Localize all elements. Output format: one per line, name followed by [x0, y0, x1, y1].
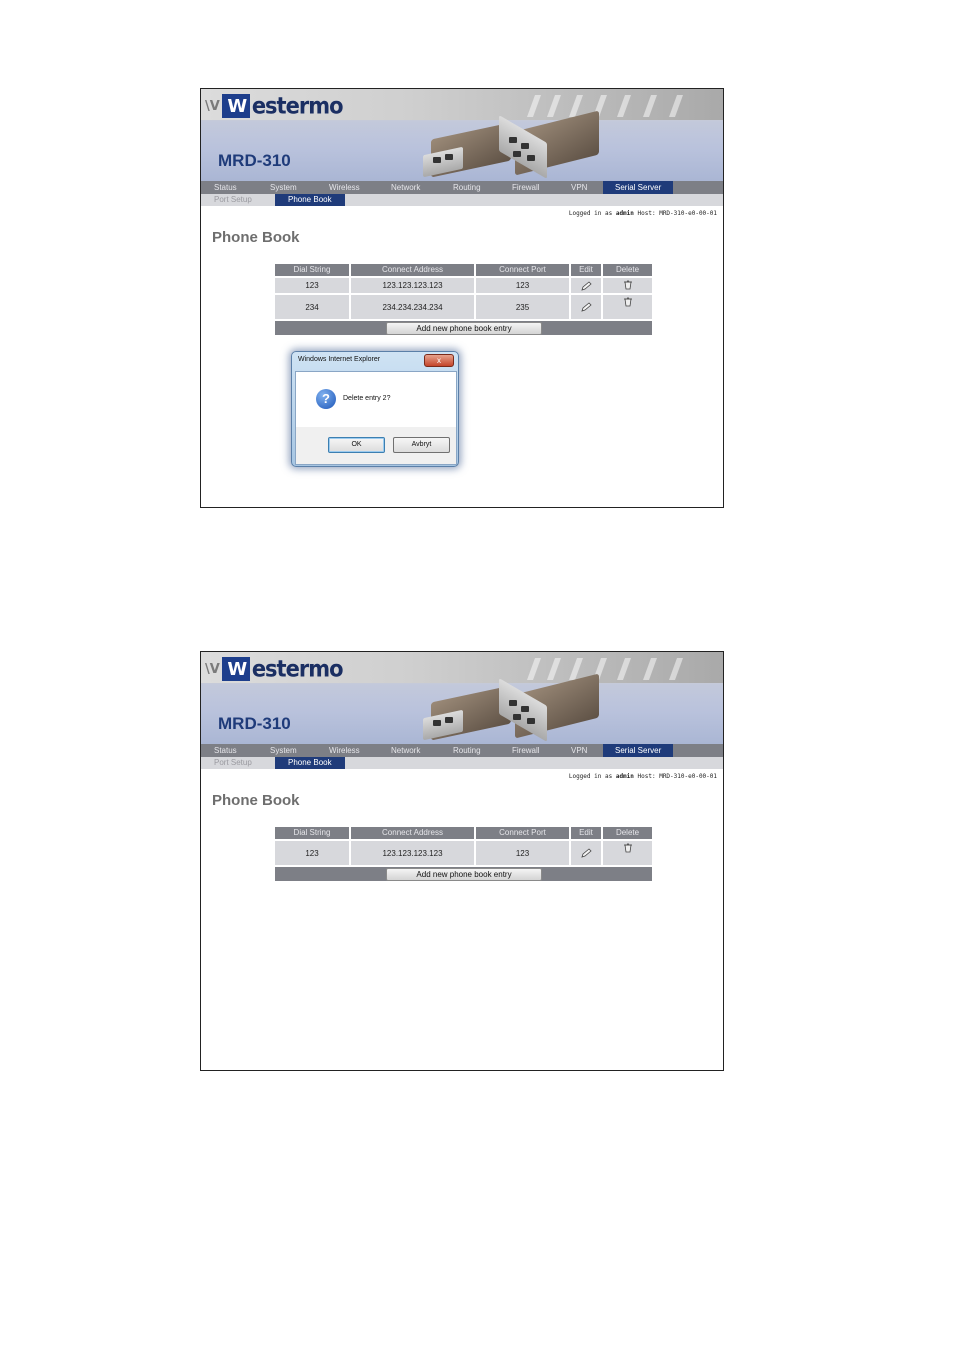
login-status: Logged in as admin Host: MRD-310-e0-00-01: [568, 210, 717, 217]
table-row: [275, 841, 652, 865]
dial-string-cell: 123: [275, 278, 349, 293]
sub-nav: [201, 194, 723, 206]
nav-status[interactable]: Status: [214, 746, 237, 755]
model-title: MRD-310: [218, 151, 291, 170]
dialog-message: Delete entry 2?: [343, 395, 391, 402]
model-title: MRD-310: [218, 714, 291, 733]
delete-confirm-dialog: [291, 351, 459, 467]
nav-system[interactable]: System: [270, 183, 297, 192]
nav-firewall[interactable]: Firewall: [512, 746, 540, 755]
col-dial-string: Dial String: [275, 827, 349, 839]
westermo-logo: \V W estermo: [205, 92, 343, 120]
sub-nav: [201, 757, 723, 769]
screenshot-after-delete: [200, 651, 724, 1071]
pencil-icon[interactable]: [580, 281, 592, 291]
table-footer: [275, 867, 652, 881]
dialog-body: [295, 371, 457, 465]
subnav-phone-book[interactable]: Phone Book: [275, 194, 345, 206]
dialog-close-button[interactable]: x: [424, 354, 454, 367]
delete-cell: [603, 841, 652, 865]
nav-firewall[interactable]: Firewall: [512, 183, 540, 192]
delete-icon[interactable]: [622, 297, 634, 308]
page-title: Phone Book: [212, 792, 300, 809]
subnav-port-setup[interactable]: Port Setup: [214, 758, 252, 767]
nav-serial-server[interactable]: Serial Server: [603, 181, 673, 194]
cancel-button[interactable]: Avbryt: [393, 437, 450, 453]
nav-wireless[interactable]: Wireless: [329, 183, 360, 192]
nav-status[interactable]: Status: [214, 183, 237, 192]
subnav-port-setup[interactable]: Port Setup: [214, 195, 252, 204]
dial-string-cell: 123: [275, 841, 349, 865]
nav-vpn[interactable]: VPN: [571, 183, 588, 192]
add-entry-button[interactable]: Add new phone book entry: [386, 868, 542, 881]
delete-cell: [603, 295, 652, 319]
header-banner: [201, 652, 723, 744]
question-icon: ?: [316, 389, 336, 409]
delete-icon[interactable]: [622, 843, 634, 854]
page-title: Phone Book: [212, 229, 300, 246]
device-image: [423, 684, 603, 742]
col-delete: Delete: [603, 264, 652, 276]
edit-cell: [571, 295, 601, 319]
table-footer: [275, 321, 652, 335]
edit-cell: [571, 278, 601, 293]
table-row: [275, 278, 652, 293]
nav-serial-server[interactable]: Serial Server: [603, 744, 673, 757]
edit-cell: [571, 841, 601, 865]
login-status: Logged in as admin Host: MRD-310-e0-00-01: [568, 773, 717, 780]
connect-port-cell: 123: [476, 278, 569, 293]
col-connect-address: Connect Address: [351, 827, 474, 839]
nav-wireless[interactable]: Wireless: [329, 746, 360, 755]
pencil-icon[interactable]: [580, 848, 592, 858]
connect-address-cell: 234.234.234.234: [351, 295, 474, 319]
connect-port-cell: 235: [476, 295, 569, 319]
add-entry-button[interactable]: Add new phone book entry: [386, 322, 542, 335]
header-banner: [201, 89, 723, 181]
col-connect-port: Connect Port: [476, 827, 569, 839]
nav-network[interactable]: Network: [391, 183, 421, 192]
ok-button[interactable]: OK: [328, 437, 385, 453]
table-header: [275, 264, 652, 276]
connect-address-cell: 123.123.123.123: [351, 278, 474, 293]
main-nav: [201, 181, 723, 194]
subnav-phone-book[interactable]: Phone Book: [275, 757, 345, 769]
delete-cell: [603, 278, 652, 293]
nav-routing[interactable]: Routing: [453, 183, 481, 192]
westermo-logo: \V W estermo: [205, 655, 343, 683]
table-header: [275, 827, 652, 839]
screenshot-delete-confirm: [200, 88, 724, 508]
pencil-icon[interactable]: [580, 302, 592, 312]
nav-vpn[interactable]: VPN: [571, 746, 588, 755]
device-image: [423, 121, 603, 179]
col-connect-address: Connect Address: [351, 264, 474, 276]
nav-network[interactable]: Network: [391, 746, 421, 755]
dial-string-cell: 234: [275, 295, 349, 319]
table-row: [275, 295, 652, 319]
dialog-title: Windows Internet Explorer: [298, 356, 381, 363]
connect-port-cell: 123: [476, 841, 569, 865]
delete-icon[interactable]: [622, 280, 634, 291]
col-delete: Delete: [603, 827, 652, 839]
col-dial-string: Dial String: [275, 264, 349, 276]
col-edit: Edit: [571, 264, 601, 276]
connect-address-cell: 123.123.123.123: [351, 841, 474, 865]
nav-system[interactable]: System: [270, 746, 297, 755]
col-edit: Edit: [571, 827, 601, 839]
main-nav: [201, 744, 723, 757]
col-connect-port: Connect Port: [476, 264, 569, 276]
nav-routing[interactable]: Routing: [453, 746, 481, 755]
dialog-footer: [296, 427, 456, 464]
